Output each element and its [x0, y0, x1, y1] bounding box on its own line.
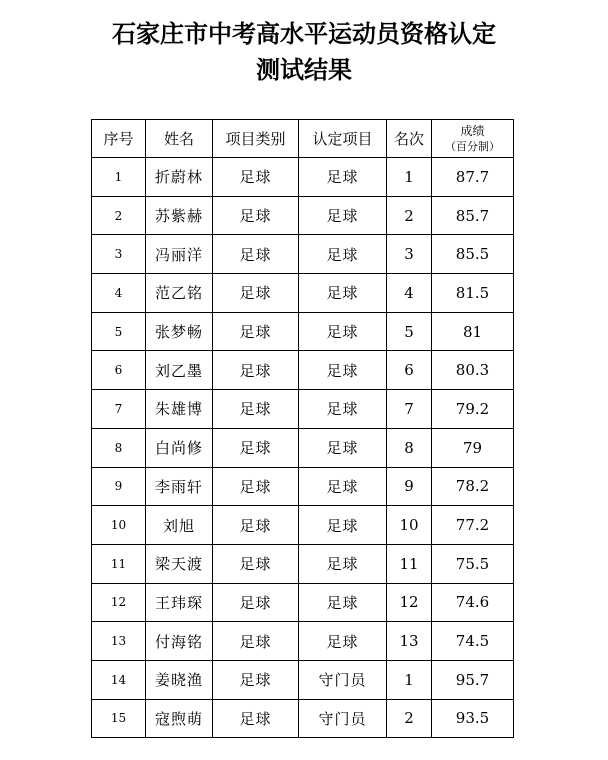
header-score [432, 120, 514, 158]
cell-seq: 3 [92, 235, 146, 274]
table-header-row [92, 120, 514, 158]
cell-score: 77.2 [432, 506, 514, 545]
cell-score: 74.6 [432, 583, 514, 622]
cell-category: 足球 [213, 196, 299, 235]
table-row [92, 351, 514, 390]
cell-name: 姜晓渔 [146, 660, 213, 699]
cell-item: 足球 [299, 583, 387, 622]
cell-rank: 13 [387, 622, 432, 661]
table-row [92, 390, 514, 429]
header-name: 姓名 [146, 120, 213, 158]
cell-rank: 6 [387, 351, 432, 390]
table-row [92, 158, 514, 197]
cell-seq: 15 [92, 699, 146, 738]
cell-item: 足球 [299, 544, 387, 583]
cell-name: 朱雄博 [146, 390, 213, 429]
cell-name: 冯丽洋 [146, 235, 213, 274]
cell-seq: 14 [92, 660, 146, 699]
header-score-unit: （百分制） [445, 139, 500, 153]
cell-name: 李雨轩 [146, 467, 213, 506]
cell-category: 足球 [213, 506, 299, 545]
cell-seq: 1 [92, 158, 146, 197]
header-category: 项目类别 [213, 120, 299, 158]
cell-item: 足球 [299, 506, 387, 545]
cell-item: 足球 [299, 351, 387, 390]
cell-rank: 5 [387, 312, 432, 351]
cell-category: 足球 [213, 699, 299, 738]
cell-name: 刘旭 [146, 506, 213, 545]
cell-seq: 4 [92, 274, 146, 313]
cell-name: 张梦畅 [146, 312, 213, 351]
table-row [92, 622, 514, 661]
cell-score: 93.5 [432, 699, 514, 738]
header-item: 认定项目 [299, 120, 387, 158]
cell-seq: 2 [92, 196, 146, 235]
cell-name: 寇煦萌 [146, 699, 213, 738]
cell-item: 守门员 [299, 699, 387, 738]
cell-rank: 11 [387, 544, 432, 583]
cell-rank: 1 [387, 660, 432, 699]
cell-seq: 11 [92, 544, 146, 583]
cell-score: 85.7 [432, 196, 514, 235]
cell-category: 足球 [213, 274, 299, 313]
cell-item: 足球 [299, 274, 387, 313]
table-row [92, 235, 514, 274]
cell-name: 范乙铭 [146, 274, 213, 313]
table-row [92, 660, 514, 699]
cell-name: 刘乙墨 [146, 351, 213, 390]
cell-rank: 10 [387, 506, 432, 545]
cell-score: 87.7 [432, 158, 514, 197]
cell-rank: 2 [387, 699, 432, 738]
cell-rank: 2 [387, 196, 432, 235]
cell-score: 79.2 [432, 390, 514, 429]
cell-category: 足球 [213, 428, 299, 467]
cell-category: 足球 [213, 235, 299, 274]
document-title: 石家庄市中考高水平运动员资格认定 [112, 19, 496, 48]
cell-rank: 1 [387, 158, 432, 197]
cell-score: 78.2 [432, 467, 514, 506]
table-row [92, 274, 514, 313]
results-table [91, 119, 514, 738]
cell-category: 足球 [213, 544, 299, 583]
cell-rank: 7 [387, 390, 432, 429]
cell-item: 足球 [299, 622, 387, 661]
table-row [92, 583, 514, 622]
cell-rank: 9 [387, 467, 432, 506]
cell-item: 足球 [299, 390, 387, 429]
table-row [92, 699, 514, 738]
cell-item: 足球 [299, 196, 387, 235]
cell-rank: 4 [387, 274, 432, 313]
cell-category: 足球 [213, 622, 299, 661]
cell-score: 80.3 [432, 351, 514, 390]
cell-score: 81.5 [432, 274, 514, 313]
cell-category: 足球 [213, 158, 299, 197]
cell-score: 85.5 [432, 235, 514, 274]
cell-name: 梁天渡 [146, 544, 213, 583]
table-row [92, 506, 514, 545]
cell-item: 足球 [299, 428, 387, 467]
cell-item: 足球 [299, 158, 387, 197]
cell-item: 守门员 [299, 660, 387, 699]
cell-category: 足球 [213, 312, 299, 351]
table-row [92, 196, 514, 235]
table-row [92, 544, 514, 583]
cell-rank: 3 [387, 235, 432, 274]
document-title-line2: 测试结果 [256, 55, 352, 84]
header-rank: 名次 [387, 120, 432, 158]
cell-item: 足球 [299, 312, 387, 351]
cell-item: 足球 [299, 235, 387, 274]
cell-score: 75.5 [432, 544, 514, 583]
cell-item: 足球 [299, 467, 387, 506]
cell-category: 足球 [213, 390, 299, 429]
cell-seq: 5 [92, 312, 146, 351]
cell-category: 足球 [213, 583, 299, 622]
cell-name: 苏紫赫 [146, 196, 213, 235]
cell-score: 95.7 [432, 660, 514, 699]
header-score-label: 成绩 [460, 123, 485, 138]
cell-seq: 12 [92, 583, 146, 622]
cell-name: 折蔚林 [146, 158, 213, 197]
cell-name: 白尚修 [146, 428, 213, 467]
table-row [92, 467, 514, 506]
cell-category: 足球 [213, 351, 299, 390]
cell-name: 付海铭 [146, 622, 213, 661]
cell-score: 79 [432, 428, 514, 467]
header-seq: 序号 [92, 120, 146, 158]
cell-score: 74.5 [432, 622, 514, 661]
cell-seq: 13 [92, 622, 146, 661]
cell-rank: 12 [387, 583, 432, 622]
table-row [92, 312, 514, 351]
cell-name: 王玮琛 [146, 583, 213, 622]
cell-rank: 8 [387, 428, 432, 467]
cell-score: 81 [432, 312, 514, 351]
cell-seq: 8 [92, 428, 146, 467]
cell-seq: 10 [92, 506, 146, 545]
cell-category: 足球 [213, 660, 299, 699]
cell-category: 足球 [213, 467, 299, 506]
cell-seq: 9 [92, 467, 146, 506]
table-row [92, 428, 514, 467]
cell-seq: 7 [92, 390, 146, 429]
cell-seq: 6 [92, 351, 146, 390]
